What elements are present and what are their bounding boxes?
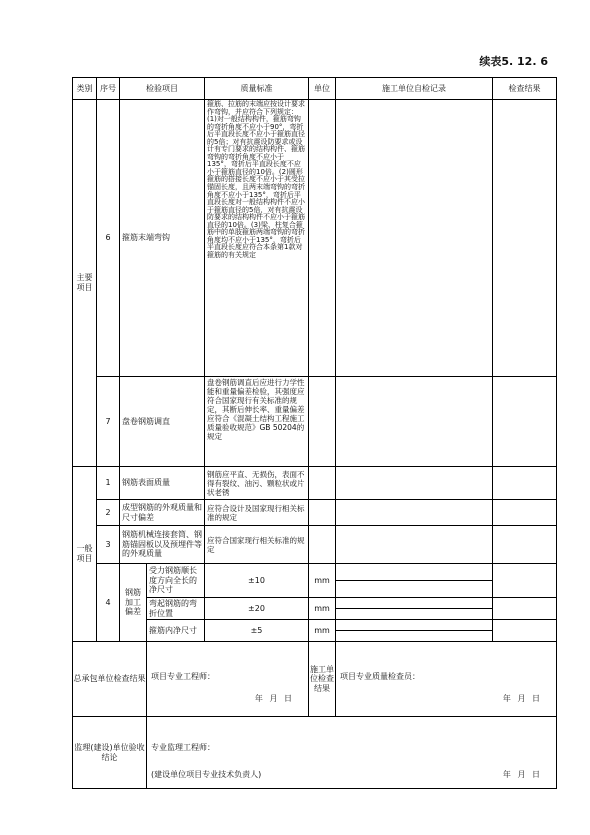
- record-grid: [336, 564, 493, 598]
- tolerance-value: ±10: [205, 564, 309, 598]
- col-header-standard: 质量标准: [205, 78, 309, 100]
- quality-standard: 钢筋应平直、无损伤，表面不得有裂纹、油污、颗粒状或片状老锈: [205, 467, 309, 500]
- result-cell[interactable]: [493, 377, 557, 467]
- result-cell[interactable]: [493, 467, 557, 500]
- unit-cell: [309, 100, 336, 377]
- contractor-signature-area[interactable]: [147, 642, 309, 717]
- owner-note: (建设单位项目专业技术负责人): [151, 770, 262, 780]
- supervisor-label: 监理(建设)单位验收结论: [73, 717, 147, 789]
- contractor-date: 年 月 日: [254, 694, 294, 704]
- unit-cell: mm: [309, 564, 336, 598]
- contractor-label: 总承包单位检查结果: [73, 642, 147, 717]
- table-row: [73, 377, 557, 467]
- record-slot[interactable]: [476, 581, 492, 582]
- unit-cell: mm: [309, 620, 336, 642]
- unit-cell: [309, 500, 336, 526]
- record-slot[interactable]: [399, 631, 415, 632]
- result-cell[interactable]: [493, 598, 557, 620]
- item-name: 成型钢筋的外观质量和尺寸偏差: [120, 500, 205, 526]
- unit-cell: [309, 526, 336, 564]
- record-slot[interactable]: [337, 581, 353, 582]
- record-slot[interactable]: [445, 609, 461, 610]
- group-general: 一般项目: [73, 467, 97, 642]
- col-header-item: 检验项目: [120, 78, 205, 100]
- record-slot[interactable]: [445, 631, 461, 632]
- record-slot[interactable]: [337, 631, 353, 632]
- item-name: 受力钢筋顺长度方向全长的净尺寸: [147, 564, 205, 598]
- record-slot[interactable]: [430, 581, 446, 582]
- record-slot[interactable]: [352, 609, 368, 610]
- construction-label: 施工单位检查结果: [309, 642, 336, 717]
- record-slot[interactable]: [414, 631, 430, 632]
- quality-standard: 箍筋、拉筋的末端应按设计要求作弯钩，并应符合下列规定：(1)对一般结构构件，箍筋弯钩的弯折角度不应小于90°，弯折后平直段长度不应小于箍筋直径的5倍；对有抗震设防要求或设计有专门要求的结构构件、箍筋弯钩的弯折角度不应小于135°，弯折后平直段长度不应小于箍筋直径的10倍。(2)圆形箍筋的搭接长度不应小于其受拉锚固长度，且两末端弯钩的弯折角度不应小于135°，弯折后平直段长度对一般结构构件不应小于箍筋直径的5倍，对有抗震设防要求的结构构件不应小于箍筋直径的10倍。(3)梁、柱复合箍筋中的单肢箍筋两端弯钩的弯折角度均不应小于135°，弯折后平直段长度应符合本条第1款对箍筋的有关规定: [205, 100, 309, 377]
- unit-cell: [309, 377, 336, 467]
- table-row: [73, 500, 557, 526]
- inspection-table: [72, 77, 557, 789]
- record-slot[interactable]: [476, 609, 492, 610]
- record-grid: [336, 620, 493, 642]
- item-name: 弯起钢筋的弯折位置: [147, 598, 205, 620]
- record-slot[interactable]: [461, 631, 477, 632]
- row-number: 4: [97, 564, 120, 642]
- quality-standard: 应符合国家现行相关标准的规定: [205, 526, 309, 564]
- group-main: 主要项目: [73, 100, 97, 467]
- signature-row: [73, 717, 557, 789]
- unit-cell: mm: [309, 598, 336, 620]
- quality-standard: 盘卷钢筋调直后应进行力学性能和重量偏差检验，其强度应符合国家现行有关标准的规定，其断后伸长率、重量偏差应符合《混凝土结构工程施工质量验收规范》GB 50204的规定: [205, 377, 309, 467]
- record-slot[interactable]: [461, 609, 477, 610]
- construction-inspector-label: 项目专业质量检查员：: [340, 672, 420, 681]
- row-number: 2: [97, 500, 120, 526]
- record-slot[interactable]: [383, 631, 399, 632]
- header-row: [73, 78, 557, 100]
- quality-standard: 应符合设计及国家现行相关标准的规定: [205, 500, 309, 526]
- table-row: [73, 564, 557, 598]
- record-slot[interactable]: [399, 609, 415, 610]
- row-number: 3: [97, 526, 120, 564]
- record-slot[interactable]: [352, 581, 368, 582]
- item-name: 盘卷钢筋调直: [120, 377, 205, 467]
- construction-signature-area[interactable]: [336, 642, 557, 717]
- item-name: 钢筋表面质量: [120, 467, 205, 500]
- item-name: 钢筋机械连接套筒、钢筋锚固板以及预埋件等的外观质量: [120, 526, 205, 564]
- record-slot[interactable]: [383, 581, 399, 582]
- unit-cell: [309, 467, 336, 500]
- row-number: 1: [97, 467, 120, 500]
- col-header-result: 检查结果: [493, 78, 557, 100]
- col-header-unit: 单位: [309, 78, 336, 100]
- result-cell[interactable]: [493, 500, 557, 526]
- signature-row: [73, 642, 557, 717]
- record-slot[interactable]: [383, 609, 399, 610]
- record-slot[interactable]: [461, 581, 477, 582]
- record-slot[interactable]: [414, 581, 430, 582]
- item-name: 箍筋末端弯钩: [120, 100, 205, 377]
- record-slot[interactable]: [476, 631, 492, 632]
- item-name: 箍筋内净尺寸: [147, 620, 205, 642]
- construction-date: 年 月 日: [502, 694, 542, 704]
- col-header-seq: 序号: [97, 78, 120, 100]
- record-slot[interactable]: [430, 631, 446, 632]
- table-continuation-ref: 续表5. 12. 6: [479, 55, 548, 68]
- record-slot[interactable]: [337, 609, 353, 610]
- record-grid: [336, 598, 493, 620]
- deviation-group-label: 钢筋加工偏差: [120, 564, 147, 642]
- supervisor-engineer-label: 专业监理工程师：: [151, 743, 215, 752]
- contractor-engineer-label: 项目专业工程师：: [151, 672, 215, 681]
- result-cell[interactable]: [493, 620, 557, 642]
- record-cell[interactable]: [336, 526, 493, 564]
- record-slot[interactable]: [368, 631, 384, 632]
- record-slot[interactable]: [368, 609, 384, 610]
- record-slot[interactable]: [399, 581, 415, 582]
- table-row: [73, 100, 557, 377]
- result-cell[interactable]: [493, 526, 557, 564]
- record-slot[interactable]: [445, 581, 461, 582]
- record-slot[interactable]: [352, 631, 368, 632]
- table-row: [73, 467, 557, 500]
- record-slot[interactable]: [368, 581, 384, 582]
- row-number: 6: [97, 100, 120, 377]
- table-row: [73, 526, 557, 564]
- record-cell[interactable]: [336, 500, 493, 526]
- record-slot[interactable]: [414, 609, 430, 610]
- tolerance-value: ±20: [205, 598, 309, 620]
- record-slot[interactable]: [430, 609, 446, 610]
- supervisor-signature-area[interactable]: [147, 717, 557, 789]
- record-cell[interactable]: [336, 467, 493, 500]
- result-cell[interactable]: [493, 100, 557, 377]
- col-header-record: 施工单位自检记录: [336, 78, 493, 100]
- record-cell[interactable]: [336, 100, 493, 377]
- result-cell[interactable]: [493, 564, 557, 598]
- col-header-category: 类别: [73, 78, 97, 100]
- tolerance-value: ±5: [205, 620, 309, 642]
- row-number: 7: [97, 377, 120, 467]
- supervisor-date: 年 月 日: [502, 770, 542, 780]
- record-cell[interactable]: [336, 377, 493, 467]
